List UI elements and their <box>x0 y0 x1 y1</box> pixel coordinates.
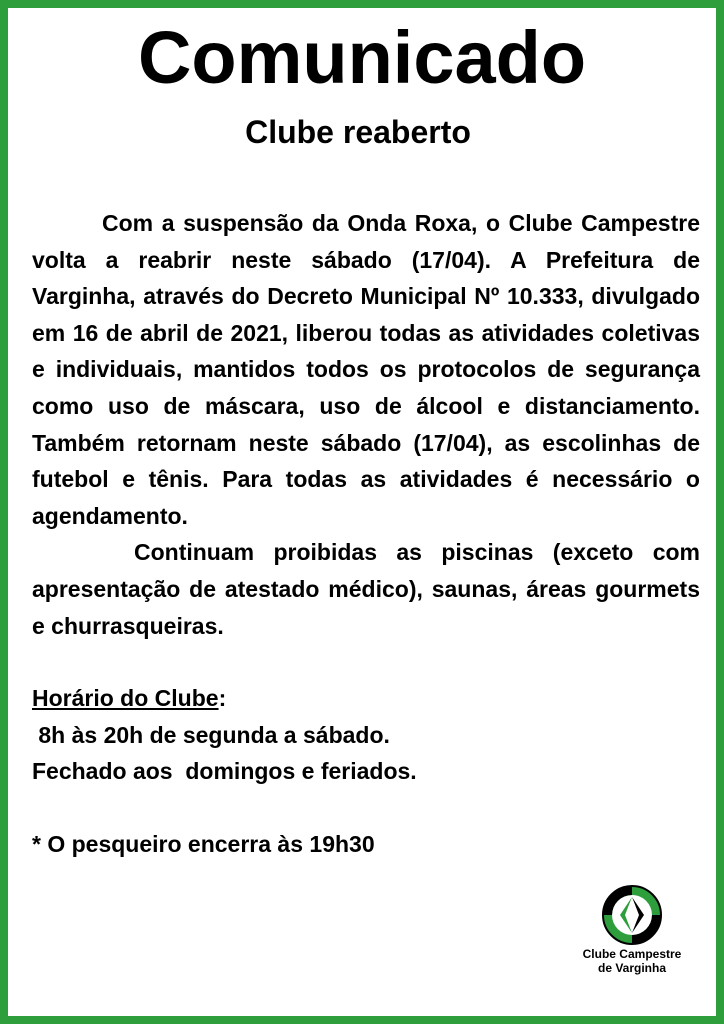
club-logo-icon <box>587 883 677 947</box>
paragraph-reopening: Com a suspensão da Onda Roxa, o Clube Campestre volta a reabrir neste sábado (17/04). A Prefeitura de Varginha, através do Decreto Municipal Nº 10.333, divulgado em 16 de abril de 2021, liberou todas as atividades coletivas e individuais, mantidos todos os protocolos de segurança como uso de máscara, uso de álcool e distanciamento. Também retornam neste sábado (17/04), as escolinhas de futebol e tênis. Para todas as atividades é necessário o agendamento. <box>32 210 700 529</box>
fishing-note: * O pesqueiro encerra às 19h30 <box>32 830 375 857</box>
page-title: Comunicado <box>137 16 587 99</box>
schedule-heading-colon: : <box>218 685 227 712</box>
spacer <box>32 644 700 680</box>
club-logo-line2: de Varginha <box>597 961 667 975</box>
schedule-closed-days: Fechado aos domingos e feriados. <box>32 758 417 785</box>
page-subtitle: Clube reaberto <box>245 114 471 150</box>
schedule-heading <box>32 680 700 717</box>
paragraph-restrictions: Continuam proibidas as piscinas (exceto com apresentação de atestado médico), saunas, áreas gourmets e churrasqueiras. <box>32 539 700 639</box>
club-logo-text <box>572 947 692 975</box>
schedule-hours: 8h às 20h de segunda a sábado. <box>32 721 390 748</box>
notice-body <box>32 205 700 863</box>
spacer <box>32 790 700 826</box>
club-logo <box>572 883 692 983</box>
club-logo-line1: Clube Campestre <box>582 947 682 961</box>
schedule-heading-text: Horário do Clube <box>32 685 219 712</box>
